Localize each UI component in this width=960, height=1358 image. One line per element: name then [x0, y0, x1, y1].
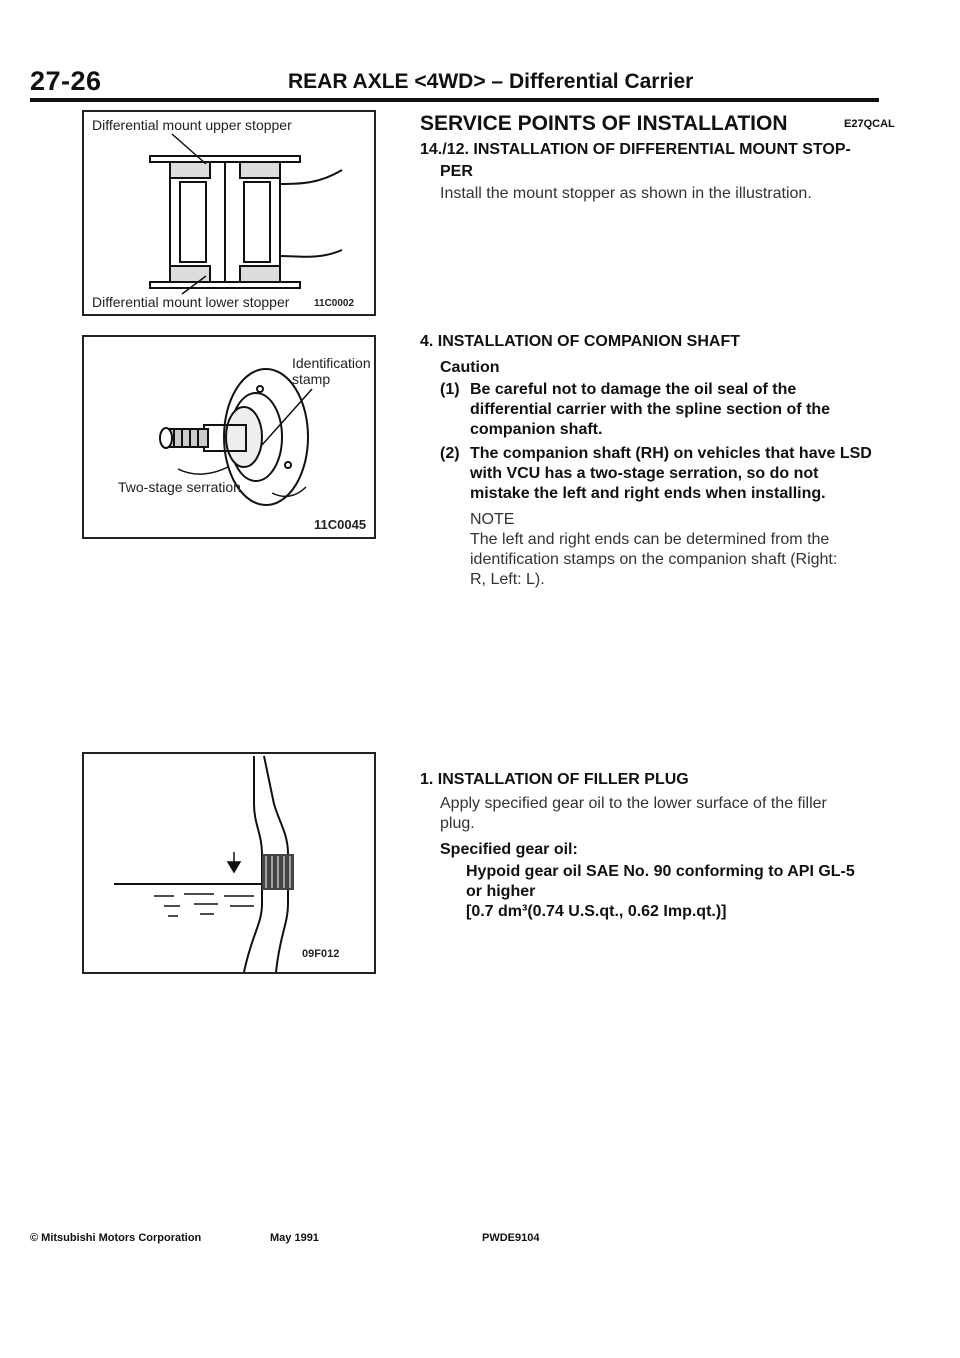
- figure-code: 11C0002: [314, 298, 355, 309]
- step-mount-stopper-body: Install the mount stopper as shown in the illustration.: [440, 185, 812, 202]
- step-mount-stopper-title-line1: 14./12. INSTALLATION OF DIFFERENTIAL MOUNT STOP-: [420, 141, 851, 158]
- figure-code: 11C0045: [314, 517, 367, 532]
- section-ref-code: E27QCAL: [844, 118, 895, 130]
- footer-copyright: © Mitsubishi Motors Corporation: [30, 1232, 202, 1244]
- figure-filler-plug: [82, 752, 376, 974]
- caution-item-2: The companion shaft (RH) on vehicles that have LSD with VCU has a two-stage serration, so do not mistake the left and right ends when installing.: [470, 445, 872, 502]
- note-body: The left and right ends can be determined from the identification stamps on the companion shaft (Right: R, Left: L).: [470, 531, 838, 588]
- caution-item-1: Be careful not to damage the oil seal of the differential carrier with the spline section of the companion shaft.: [470, 381, 831, 438]
- label-identification: Identification: [292, 355, 371, 371]
- page-title: REAR AXLE <4WD> – Differential Carrier: [288, 70, 694, 93]
- footer-date: May 1991: [270, 1232, 319, 1244]
- label-upper-stopper: Differential mount upper stopper: [92, 117, 292, 133]
- note-label: NOTE: [470, 511, 515, 528]
- step-filler-plug-body: Apply specified gear oil to the lower surface of the filler plug.: [440, 795, 827, 832]
- caution-item-1-number: (1): [440, 381, 460, 398]
- spec-body: Hypoid gear oil SAE No. 90 conforming to API GL-5 or higher [0.7 dm³(0.74 U.S.qt., 0.62 Imp.qt.)]: [466, 863, 855, 920]
- mount-stopper-illustration: [84, 112, 374, 314]
- page-number: 27-26: [30, 66, 102, 96]
- figure-code: 09F012: [302, 948, 340, 960]
- label-serration: Two-stage serration: [118, 479, 241, 495]
- label-stamp: stamp: [292, 371, 331, 387]
- step-mount-stopper-title-line2: PER: [440, 163, 473, 180]
- figure-mount-stopper: [82, 110, 376, 316]
- caution-item-2-number: (2): [440, 445, 460, 462]
- section-heading: SERVICE POINTS OF INSTALLATION: [420, 112, 788, 135]
- caution-label: Caution: [440, 359, 500, 376]
- filler-plug-illustration: [84, 754, 374, 972]
- label-lower-stopper: Differential mount lower stopper: [92, 294, 290, 310]
- footer-code: PWDE9104: [482, 1232, 540, 1244]
- spec-label: Specified gear oil:: [440, 841, 578, 858]
- step-companion-shaft-title: 4. INSTALLATION OF COMPANION SHAFT: [420, 333, 740, 350]
- step-filler-plug-title: 1. INSTALLATION OF FILLER PLUG: [420, 771, 689, 788]
- figure-companion-shaft: [82, 335, 376, 539]
- header-rule: [30, 98, 879, 102]
